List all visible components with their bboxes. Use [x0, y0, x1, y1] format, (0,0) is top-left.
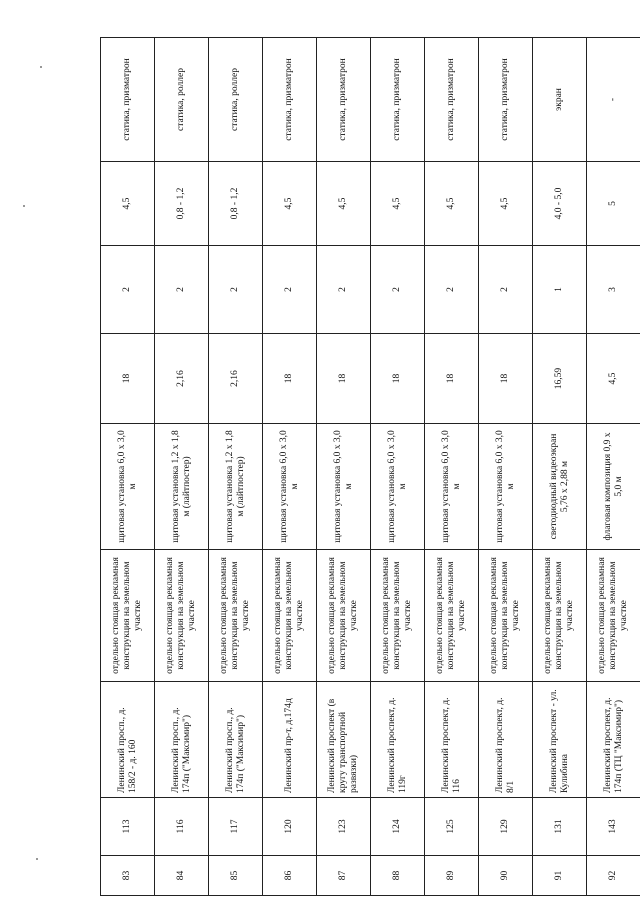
- structure-kind-cell: отдельно стоящая рекламная конструкция на земельном участке: [263, 550, 317, 682]
- table-row: [425, 38, 479, 896]
- technology-cell: экран: [533, 38, 587, 162]
- area-cell: 4,5: [587, 334, 640, 424]
- structure-type-cell: щитовая установка 6,0 х 3,0 м: [317, 424, 371, 550]
- structure-id-cell: 116: [155, 798, 209, 856]
- row-number-cell: 84: [155, 856, 209, 896]
- structure-kind-cell: отдельно стоящая рекламная конструкция на земельном участке: [533, 550, 587, 682]
- sides-cell: 2: [479, 246, 533, 334]
- structure-kind-cell: отдельно стоящая рекламная конструкция на земельном участке: [101, 550, 155, 682]
- scan-speck: [23, 205, 25, 207]
- height-cell: 0,8 - 1,2: [155, 162, 209, 246]
- address-cell: Ленинский просп., д. 158/2 - д. 160: [101, 682, 155, 798]
- sides-cell: 3: [587, 246, 640, 334]
- technology-cell: статика, призматрон: [425, 38, 479, 162]
- table-row: [587, 38, 640, 896]
- sides-cell: 1: [533, 246, 587, 334]
- address-cell: Ленинский проспект, д. 116: [425, 682, 479, 798]
- rotated-table-wrapper: [100, 38, 640, 896]
- table-row: [533, 38, 587, 896]
- structure-kind-cell: отдельно стоящая рекламная конструкция на земельном участке: [371, 550, 425, 682]
- address-cell: Ленинский просп., д. 174п ("Максимир"): [155, 682, 209, 798]
- address-cell: Ленинский пр-т, д.174д: [263, 682, 317, 798]
- sides-cell: 2: [371, 246, 425, 334]
- structure-id-cell: 117: [209, 798, 263, 856]
- structure-type-cell: щитовая установка 6,0 х 3,0 м: [425, 424, 479, 550]
- height-cell: 4,5: [317, 162, 371, 246]
- height-cell: 5: [587, 162, 640, 246]
- structure-kind-cell: отдельно стоящая рекламная конструкция на земельном участке: [209, 550, 263, 682]
- address-cell: Ленинский проспект - ул. Кулибина: [533, 682, 587, 798]
- structure-kind-cell: отдельно стоящая рекламная конструкция на земельном участке: [425, 550, 479, 682]
- table-row: [371, 38, 425, 896]
- row-number-cell: 89: [425, 856, 479, 896]
- address-cell: Ленинский проспект, д. 174п (ТЦ "Максимир"): [587, 682, 640, 798]
- height-cell: 4,5: [371, 162, 425, 246]
- row-number-cell: 91: [533, 856, 587, 896]
- height-cell: 4,5: [263, 162, 317, 246]
- structure-id-cell: 125: [425, 798, 479, 856]
- row-number-cell: 85: [209, 856, 263, 896]
- row-number-cell: 92: [587, 856, 640, 896]
- address-cell: Ленинский проспект (в кругу транспортной развязки): [317, 682, 371, 798]
- area-cell: 2,16: [209, 334, 263, 424]
- area-cell: 18: [371, 334, 425, 424]
- structure-id-cell: 113: [101, 798, 155, 856]
- height-cell: 4,0 - 5,0: [533, 162, 587, 246]
- table-row: [155, 38, 209, 896]
- scan-speck: [40, 66, 42, 68]
- table-row: [479, 38, 533, 896]
- height-cell: 4,5: [425, 162, 479, 246]
- technology-cell: статика, роллер: [155, 38, 209, 162]
- table-row: [101, 38, 155, 896]
- structure-kind-cell: отдельно стоящая рекламная конструкция на земельном участке: [587, 550, 640, 682]
- row-number-cell: 88: [371, 856, 425, 896]
- technology-cell: статика, призматрон: [101, 38, 155, 162]
- row-number-cell: 90: [479, 856, 533, 896]
- sides-cell: 2: [425, 246, 479, 334]
- technology-cell: статика, призматрон: [479, 38, 533, 162]
- row-number-cell: 87: [317, 856, 371, 896]
- area-cell: 16,59: [533, 334, 587, 424]
- height-cell: 4,5: [101, 162, 155, 246]
- structure-id-cell: 129: [479, 798, 533, 856]
- area-cell: 18: [479, 334, 533, 424]
- height-cell: 0,8 - 1,2: [209, 162, 263, 246]
- sides-cell: 2: [263, 246, 317, 334]
- structure-id-cell: 120: [263, 798, 317, 856]
- height-cell: 4,5: [479, 162, 533, 246]
- address-cell: Ленинский проспект, д. 8/1: [479, 682, 533, 798]
- table-row: [317, 38, 371, 896]
- address-cell: Ленинский просп., д. 174п ("Максимир"): [209, 682, 263, 798]
- table-row: [263, 38, 317, 896]
- scan-speck: [36, 858, 38, 860]
- sides-cell: 2: [101, 246, 155, 334]
- area-cell: 18: [263, 334, 317, 424]
- table-row: [209, 38, 263, 896]
- structure-id-cell: 131: [533, 798, 587, 856]
- technology-cell: статика, призматрон: [317, 38, 371, 162]
- structure-kind-cell: отдельно стоящая рекламная конструкция на земельном участке: [155, 550, 209, 682]
- address-cell: Ленинский проспект, д. 119г: [371, 682, 425, 798]
- technology-cell: статика, роллер: [209, 38, 263, 162]
- structure-type-cell: светодиодный видеоэкран 5,76 х 2,88 м: [533, 424, 587, 550]
- row-number-cell: 86: [263, 856, 317, 896]
- area-cell: 2,16: [155, 334, 209, 424]
- sides-cell: 2: [317, 246, 371, 334]
- area-cell: 18: [425, 334, 479, 424]
- technology-cell: статика, призматрон: [371, 38, 425, 162]
- structure-type-cell: щитовая установка 6,0 х 3,0 м: [479, 424, 533, 550]
- structure-kind-cell: отдельно стоящая рекламная конструкция на земельном участке: [479, 550, 533, 682]
- structure-id-cell: 124: [371, 798, 425, 856]
- area-cell: 18: [317, 334, 371, 424]
- structure-type-cell: щитовая установка 1,2 х 1,8 м (лайтпостер): [155, 424, 209, 550]
- row-number-cell: 83: [101, 856, 155, 896]
- structure-id-cell: 143: [587, 798, 640, 856]
- structure-type-cell: щитовая установка 1,2 х 1,8 м (лайтпостер): [209, 424, 263, 550]
- sides-cell: 2: [209, 246, 263, 334]
- structure-type-cell: щитовая установка 6,0 х 3,0 м: [263, 424, 317, 550]
- technology-cell: статика, призматрон: [263, 38, 317, 162]
- structure-type-cell: флаговая композиция 0,9 х 5,0 м: [587, 424, 640, 550]
- advertising-structures-table: [100, 37, 640, 896]
- technology-cell: -: [587, 38, 640, 162]
- structure-type-cell: щитовая установка 6,0 х 3,0 м: [101, 424, 155, 550]
- structure-type-cell: щитовая установка 6,0 х 3,0 м: [371, 424, 425, 550]
- sides-cell: 2: [155, 246, 209, 334]
- structure-kind-cell: отдельно стоящая рекламная конструкция на земельном участке: [317, 550, 371, 682]
- area-cell: 18: [101, 334, 155, 424]
- structure-id-cell: 123: [317, 798, 371, 856]
